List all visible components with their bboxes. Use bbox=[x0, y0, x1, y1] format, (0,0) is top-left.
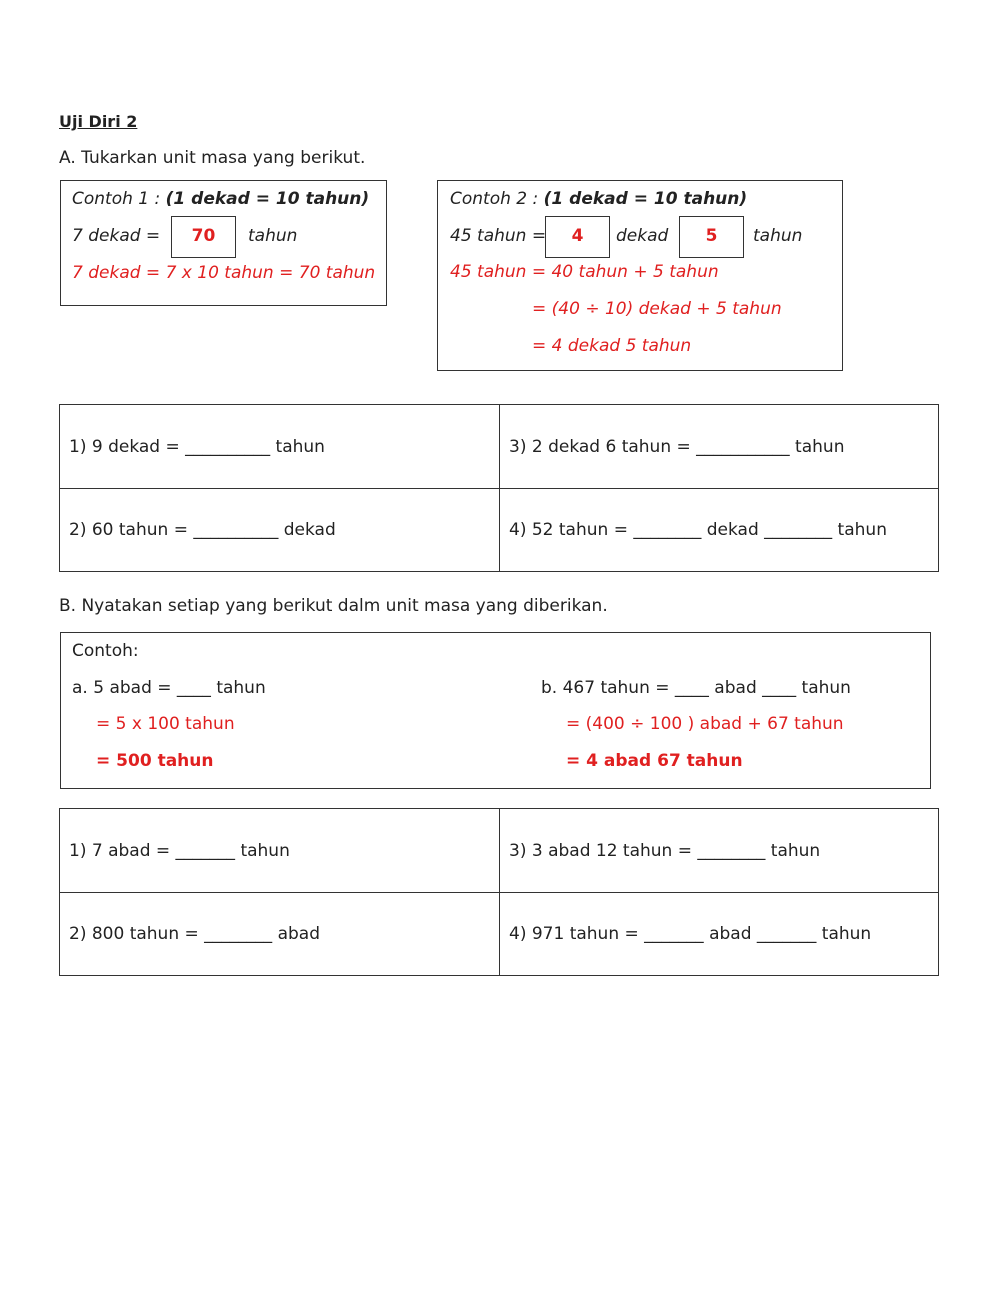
section-a-questions-table bbox=[59, 404, 939, 572]
example-1-question-right: tahun bbox=[248, 226, 298, 246]
example-1-answer-box: 70 bbox=[171, 216, 236, 258]
section-a-question-3[interactable]: 3) 2 dekad 6 tahun = ___________ tahun bbox=[500, 405, 939, 489]
section-b-questions-table bbox=[59, 808, 939, 976]
section-b-question-1[interactable]: 1) 7 abad = _______ tahun bbox=[60, 809, 500, 893]
example-2-question-left: 45 tahun = bbox=[450, 226, 547, 246]
section-b-example-a-step: = 5 x 100 tahun bbox=[96, 714, 235, 734]
section-b-example-b-question: b. 467 tahun = ____ abad ____ tahun bbox=[541, 678, 851, 698]
example-1-label: Contoh 1 : bbox=[72, 189, 166, 209]
section-b-example-label: Contoh: bbox=[72, 641, 139, 661]
example-1-rule: (1 dekad = 10 tahun) bbox=[165, 189, 370, 209]
example-2-working-3: = 4 dekad 5 tahun bbox=[532, 336, 692, 356]
section-b-example-b-answer: = 4 abad 67 tahun bbox=[566, 751, 743, 771]
example-1-header bbox=[72, 189, 369, 209]
section-b-instruction: B. Nyatakan setiap yang berikut dalm unit masa yang diberikan. bbox=[59, 596, 608, 616]
section-a-question-2[interactable]: 2) 60 tahun = __________ dekad bbox=[60, 489, 500, 572]
example-2-label: Contoh 2 : bbox=[450, 189, 544, 209]
example-2-answer-1-box: 4 bbox=[545, 216, 610, 258]
example-2-answer-2-box: 5 bbox=[679, 216, 744, 258]
section-a-question-4[interactable]: 4) 52 tahun = ________ dekad ________ tahun bbox=[500, 489, 939, 572]
example-2-rule: (1 dekad = 10 tahun) bbox=[543, 189, 748, 209]
section-b-question-3[interactable]: 3) 3 abad 12 tahun = ________ tahun bbox=[500, 809, 939, 893]
example-1-working: 7 dekad = 7 x 10 tahun = 70 tahun bbox=[72, 263, 376, 283]
example-2-header bbox=[450, 189, 747, 209]
example-2-working-1: 45 tahun = 40 tahun + 5 tahun bbox=[450, 262, 719, 282]
example-2-working-2: = (40 ÷ 10) dekad + 5 tahun bbox=[532, 299, 782, 319]
section-b-question-2[interactable]: 2) 800 tahun = ________ abad bbox=[60, 893, 500, 976]
section-a-instruction: A. Tukarkan unit masa yang berikut. bbox=[59, 148, 366, 168]
example-2-question-right: tahun bbox=[753, 226, 803, 246]
section-b-example-a-question: a. 5 abad = ____ tahun bbox=[72, 678, 266, 698]
section-b-question-4[interactable]: 4) 971 tahun = _______ abad _______ tahun bbox=[500, 893, 939, 976]
example-1-question-left: 7 dekad = bbox=[72, 226, 161, 246]
section-a-question-1[interactable]: 1) 9 dekad = __________ tahun bbox=[60, 405, 500, 489]
example-2-question-mid: dekad bbox=[616, 226, 669, 246]
section-b-example-b-step: = (400 ÷ 100 ) abad + 67 tahun bbox=[566, 714, 844, 734]
page-title: Uji Diri 2 bbox=[59, 112, 138, 131]
section-b-example-a-answer: = 500 tahun bbox=[96, 751, 214, 771]
